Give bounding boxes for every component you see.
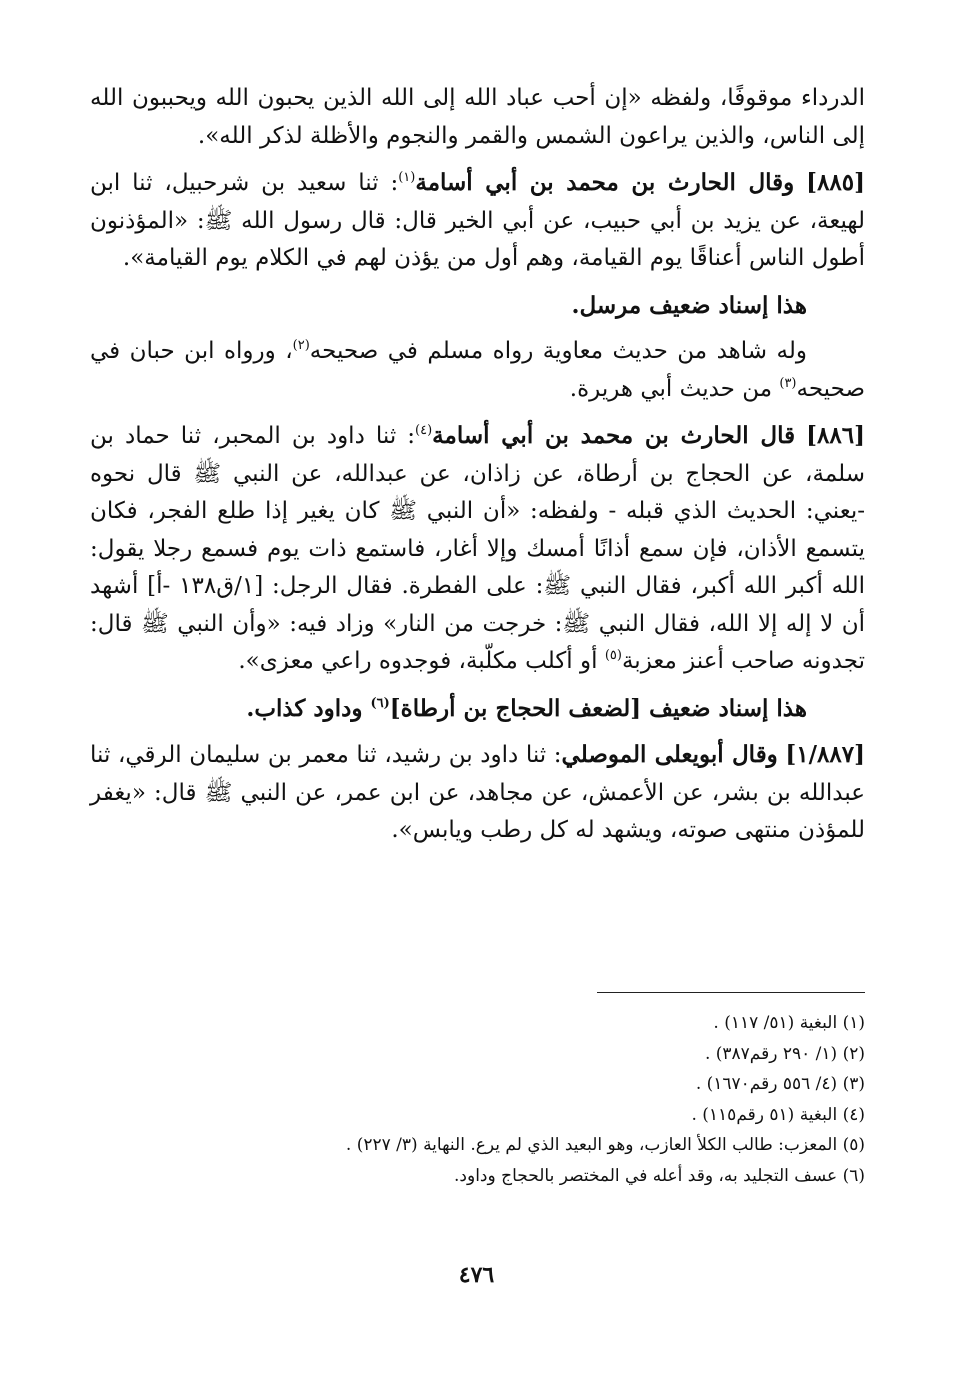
witness-text: ، ورواه ابن حبان في صحيحه — [90, 338, 865, 402]
verdict-text: وداود كذاب. — [246, 694, 371, 722]
footnote-ref: (٢) — [292, 338, 310, 353]
footnote-ref: (٦) — [370, 695, 390, 711]
continuation-text: الدرداء موقوفًا، ولفظه «إن أحب عباد الله إلى الله الذين يحبون الله ويحببون الله إلى الناس، والذين يراعون الشمس والقمر والنجوم والأظلة لذكر الله». — [90, 85, 865, 149]
hadith-text: : ثنا داود بن رشيد، ثنا معمر بن سليمان الرقي، ثنا عبدالله بن بشر، عن الأعمش، عن مجاهد، عن ابن عمر، عن النبي ﷺ قال: «يغفر للمؤذن منتهى صوته، ويشهد له كل رطب ويابس». — [90, 742, 865, 843]
page-body — [90, 80, 865, 859]
narrator: وقال الحارث بن محمد بن أبي أسامة — [415, 169, 795, 196]
footnotes — [90, 1008, 865, 1191]
footnote-item: (٤) البغية (٥١ رقم١١٥) . — [691, 1104, 865, 1125]
footnote-item: (٣) (٤/ ٥٥٦ رقم١٦٧٠) . — [695, 1074, 865, 1094]
footnote-item: (٥) المعزب: طالب الكلأ العازب، وهو البعيد الذي لم يرع. النهاية (٣/ ٢٢٧) . — [345, 1135, 865, 1155]
narrator: قال الحارث بن محمد بن أبي أسامة — [432, 422, 796, 449]
hadith-number: [٨٨٦] — [806, 422, 865, 449]
witness-text: وله شاهد من حديث معاوية رواه مسلم في صحيحه — [309, 338, 808, 364]
footnote-ref: (٤) — [415, 423, 433, 438]
narrator: وقال أبويعلى الموصلي — [561, 741, 778, 768]
hadith-886 — [90, 417, 865, 681]
hadith-number: [١/٨٨٧] — [785, 741, 866, 768]
hadith-number: [٨٨٥] — [806, 169, 866, 196]
hadith-text: أو أكلب مكلّبة، فوجدوه راعي معزى». — [238, 648, 605, 674]
verdict-885 — [90, 287, 865, 325]
hadith-887 — [90, 736, 865, 850]
page-number: ٤٧٦ — [458, 1262, 495, 1288]
witness-paragraph — [90, 333, 865, 408]
footnote-item: (٢) (١/ ٢٩٠ رقم٣٨٧) . — [704, 1043, 865, 1064]
footnote-item: (١) البغية (٥١/ ١١٧) . — [713, 1013, 865, 1033]
continuation-paragraph — [90, 80, 865, 155]
hadith-text: : ثنا داود بن المحبر، ثنا حماد بن سلمة، عن الحجاج بن أرطاة، عن زاذان، عن عبدالله، عن النبي ﷺ قال نحوه -يعني: الحديث الذي قبله - ولفظه: «أن النبي ﷺ كان يغير إذا طلع الفجر، فكان يتسمع الأذان، فإن سمع أذانًا أمسك وإلا أغار، فاستمع ذات يوم فسمع رجلا يقول: الله أكبر الله أكبر، فقال النبي ﷺ: على الفطرة. فقال الرجل: [١/ق١٣٨ -أ] أشهد أن لا إله إلا الله، فقال النبي ﷺ: خرجت من النار» وزاد فيه: «وأن النبي ﷺ قال: تجدونه صاحب أعنز معزبة — [90, 423, 866, 674]
footnote-separator — [597, 992, 865, 993]
verdict-text: هذا إسناد ضعيف [لضعف الحجاج بن أرطاة] — [389, 694, 807, 722]
verdict-text: هذا إسناد ضعيف مرسل. — [571, 291, 807, 319]
hadith-text: : ثنا سعيد بن شرحبيل، ثنا ابن لهيعة، عن يزيد بن أبي حبيب، عن أبي الخير قال: قال رسول الله ﷺ: «المؤذنون أطول الناس أعناقًا يوم القيامة، وهم أول من يؤذن لهم في الكلام يوم القيامة». — [90, 170, 865, 271]
hadith-885 — [90, 164, 865, 278]
footnote-ref: (١) — [398, 170, 416, 185]
footnote-item: (٦) عسف التجليد به، وقد أعله في المختصر بالحجاج وداود. — [454, 1165, 865, 1186]
verdict-886 — [90, 690, 865, 728]
footnote-ref: (٣) — [779, 375, 797, 391]
witness-text: من حديث أبي هريرة. — [569, 375, 780, 402]
footnote-ref: (٥) — [604, 648, 622, 663]
